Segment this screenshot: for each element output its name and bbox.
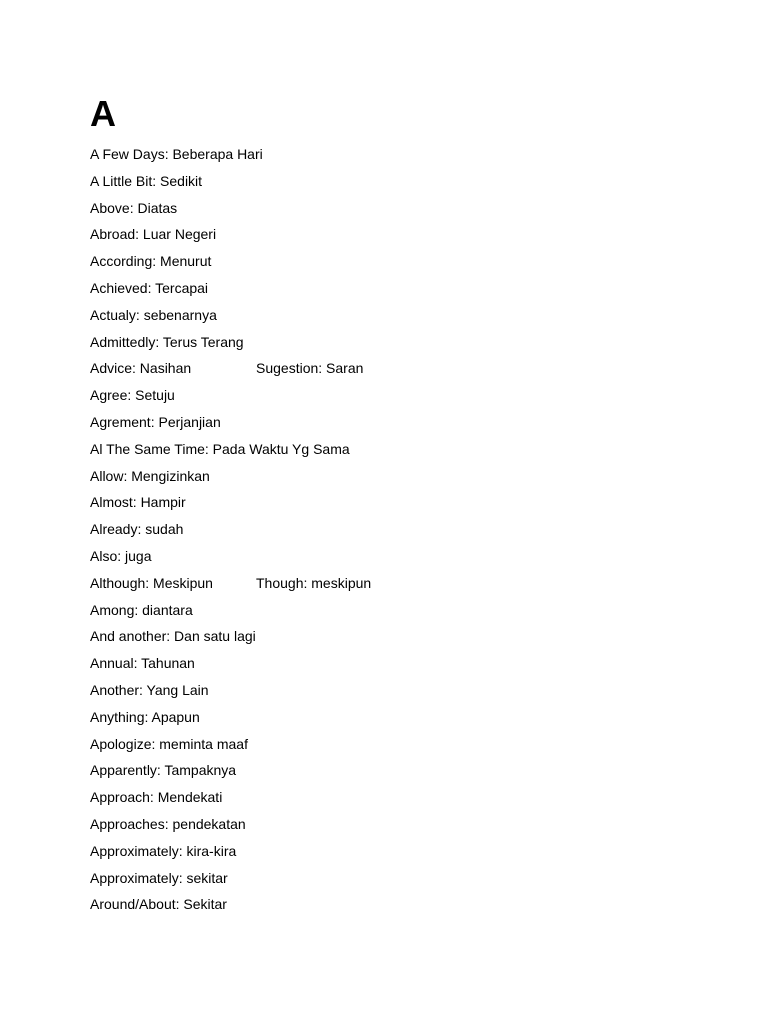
entry-text: Al The Same Time: Pada Waktu Yg Sama — [90, 440, 350, 457]
entry-text: Around/About: Sekitar — [90, 896, 227, 913]
vocabulary-entry — [90, 704, 690, 731]
entry-text: Admittedly: Terus Terang — [90, 333, 244, 350]
entry-text: Annual: Tahunan — [90, 655, 195, 672]
vocabulary-entry — [90, 382, 690, 409]
entry-text: Apologize: meminta maaf — [90, 735, 248, 752]
vocabulary-entry — [90, 865, 690, 892]
entry-text: Apparently: Tampaknya — [90, 762, 237, 779]
vocabulary-entry — [90, 355, 690, 382]
vocabulary-entry — [90, 516, 690, 543]
vocabulary-entry — [90, 570, 690, 597]
document-page — [90, 94, 690, 918]
entry-text: Approach: Mendekati — [90, 789, 223, 806]
entry-text: Approximately: kira-kira — [90, 842, 237, 859]
vocabulary-entry — [90, 168, 690, 195]
vocabulary-entry — [90, 677, 690, 704]
entry-text: Advice: Nasihan — [90, 360, 192, 377]
entry-text: And another: Dan satu lagi — [90, 628, 256, 645]
entry-text: Among: diantara — [90, 601, 193, 618]
vocabulary-entry — [90, 489, 690, 516]
vocabulary-entry — [90, 248, 690, 275]
vocabulary-entry — [90, 275, 690, 302]
entry-text: Approximately: sekitar — [90, 869, 228, 886]
vocabulary-entry — [90, 436, 690, 463]
section-heading: A — [90, 93, 116, 134]
vocabulary-entry — [90, 623, 690, 650]
entry-synonym-text: Sugestion: Saran — [256, 360, 364, 377]
vocabulary-entry — [90, 463, 690, 490]
vocabulary-list — [90, 141, 690, 918]
entry-text: Agree: Setuju — [90, 387, 175, 404]
entry-text: Agrement: Perjanjian — [90, 413, 221, 430]
vocabulary-entry — [90, 784, 690, 811]
entry-text: Approaches: pendekatan — [90, 815, 246, 832]
entry-text: Also: juga — [90, 547, 152, 564]
vocabulary-entry — [90, 329, 690, 356]
vocabulary-entry — [90, 597, 690, 624]
vocabulary-entry — [90, 731, 690, 758]
entry-text: A Few Days: Beberapa Hari — [90, 146, 263, 162]
vocabulary-entry — [90, 757, 690, 784]
vocabulary-entry — [90, 221, 690, 248]
entry-text: Achieved: Tercapai — [90, 279, 209, 296]
entry-text: Actualy: sebenarnya — [90, 306, 217, 323]
entry-text: Abroad: Luar Negeri — [90, 226, 217, 243]
vocabulary-entry — [90, 891, 690, 918]
entry-text: Although: Meskipun — [90, 574, 213, 591]
vocabulary-entry — [90, 409, 690, 436]
entry-text: Another: Yang Lain — [90, 681, 209, 698]
vocabulary-entry — [90, 302, 690, 329]
vocabulary-entry — [90, 141, 690, 168]
vocabulary-entry — [90, 650, 690, 677]
vocabulary-entry — [90, 543, 690, 570]
entry-text: A Little Bit: Sedikit — [90, 172, 203, 189]
entry-text: Already: sudah — [90, 521, 184, 538]
vocabulary-entry — [90, 811, 690, 838]
entry-synonym-text: Though: meskipun — [256, 574, 372, 591]
entry-text: Above: Diatas — [90, 199, 178, 216]
entry-text: According: Menurut — [90, 253, 212, 270]
entry-text: Almost: Hampir — [90, 494, 186, 511]
entry-text: Allow: Mengizinkan — [90, 467, 210, 484]
vocabulary-entry — [90, 838, 690, 865]
entry-text: Anything: Apapun — [90, 708, 200, 725]
vocabulary-entry — [90, 195, 690, 222]
